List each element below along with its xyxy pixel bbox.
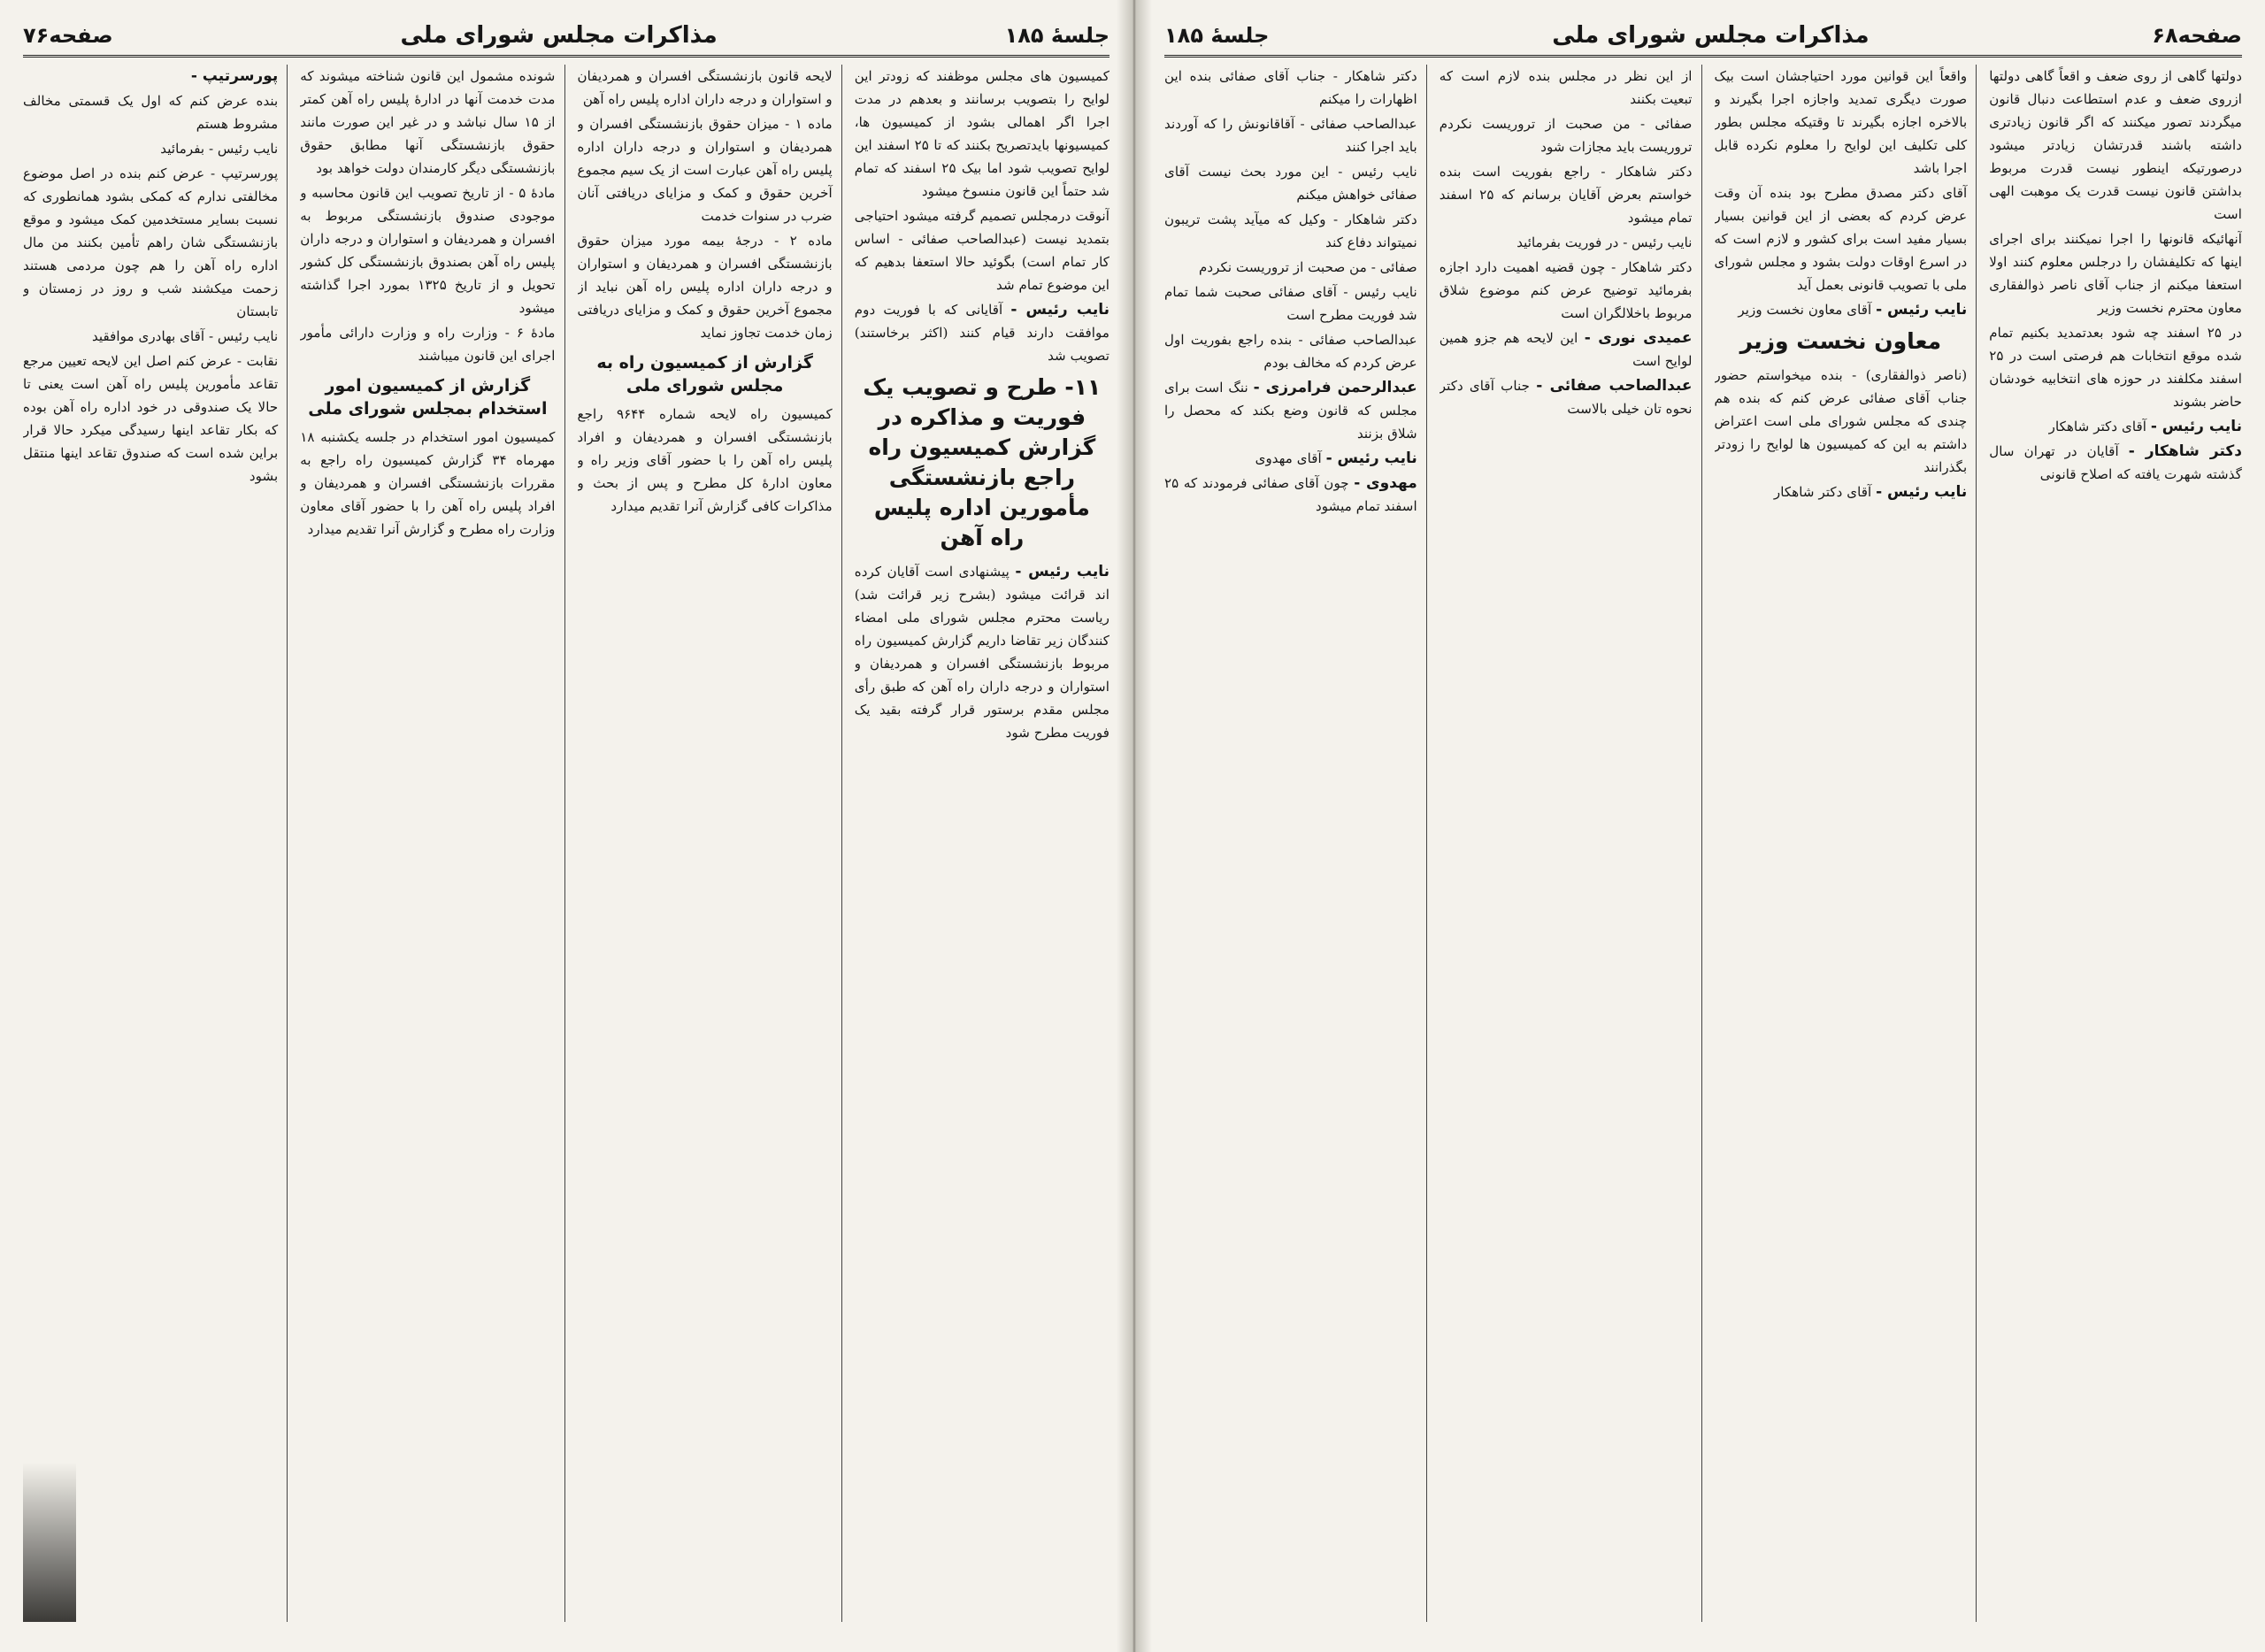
paragraph: پورسرتیپ - عرض کنم بنده در اصل موضوع مخالفتی ندارم که کمکی بشود همانطوری که نسبت بسایر مستخدمین کمک میشود و موقع بازنشستگی شان راهم تأمین بکنند من مال اداره راه آهن را هم چون مردمی هستند زحمت میکشند شب و روز در زمستان و تابستان <box>23 165 279 319</box>
speaker-name: عبدالرحمن فرامرزی - <box>1253 379 1417 396</box>
paragraph: در ۲۵ اسفند چه شود بعدتمدید بکنیم تمام شده موقع انتخابات هم فرصتی است در ۲۵ اسفند مکلفند در حوزه های انتخابیه خودشان حاضر بشوند <box>1989 325 2242 410</box>
paragraph: آنهائیکه قانونها را اجرا نمیکنند برای اجرای اینها که تکلیفشان را درجلس معلوم کنند اولا استعفا میکنم از جناب آقای ناصر ذوالفقاری معاون محترم نخست وزیر <box>1989 231 2242 316</box>
left-page-number: صفحه۷۶ <box>23 23 113 48</box>
paragraph: عبدالصاحب صفائی - بنده راجع بفوریت اول عرض کردم که مخالف بودم <box>1164 332 1417 371</box>
speaker-name: مهدوی - <box>1354 474 1417 492</box>
paragraph: کمیسیون های مجلس موظفند که زودتر این لوایح را بتصویب برسانند و بعدهم در مدت اجرا اگر اهمالی بشود از کمیسیون ها، کمیسیونها بایدتصریح بکنند که تا ۲۵ اسفند این لوایح تصویب شود اما بیک ۲۵ اسفند که تمام شد حتماً این قانون منسوخ میشود <box>854 68 1109 199</box>
left-page-title: مذاکرات مجلس شورای ملی <box>400 22 718 49</box>
speaker-text: ننگ است برای مجلس که قانون وضع بکند که محصل را شلاق بزنند <box>1164 380 1417 442</box>
speaker-text: این لایحه هم جزو همین لوایح است <box>1439 330 1693 369</box>
speaker-text: آقایانی که با فوریت دوم موافقت دارند قیام کنند (اکثر برخاستند) تصویب شد <box>854 302 1109 364</box>
speaker-name: نایب رئیس - <box>2150 418 2242 435</box>
speaker-text: پیشنهادی است آقایان کرده اند قرائت میشود (بشرح زیر قرائت شد) ریاست محترم مجلس شورای ملی امضاء کنندگان زیر تقاضا داریم گزارش کمیسیون راه مربوط بازنشستگی افسران و همردیفان و استواران و درجه داران راه آهن که طبق رأی مجلس مقدم برستور قرار گرفته بقید یک فوریت مطرح شود <box>854 564 1109 741</box>
speaker-name: نایب رئیس - <box>1015 563 1109 580</box>
right-running-head <box>1164 16 2242 58</box>
right-page-number: صفحه۶۸ <box>2152 23 2242 48</box>
paragraph: نایب رئیس - در فوریت بفرمائید <box>1516 234 1693 250</box>
left-running-head <box>23 16 1109 58</box>
paragraph: لایحه قانون بازنشستگی افسران و همردیفان و استواران و درجه داران اداره پلیس راه آهن <box>577 68 833 107</box>
right-column-2 <box>1715 65 1977 1622</box>
paragraph: ماده ۲ - درجهٔ بیمه مورد میزان حقوق بازنشستگی افسران و همردیفان و استواران و درجه داران اداره پلیس راه آهن نباید از مجموع آخرین حقوق و کمک و مزایای دریافتی زمان خدمت تجاوز نماید <box>577 233 833 341</box>
paragraph: دکتر شاهکار - راجع بفوریت است بنده خواستم بعرض آقایان برسانم که ۲۵ اسفند تمام میشود <box>1439 164 1693 226</box>
paragraph: نایب رئیس - بفرمائید <box>160 141 279 157</box>
paragraph: بنده عرض کنم که اول یک قسمتی مخالف مشروط هستم <box>23 93 279 132</box>
paragraph: آقای دکتر مصدق مطرح بود بنده آن وقت عرض کردم که بعضی از این قوانین بسیار بسیار مفید است برای کشور و لازم است که در اسرع اوقات دولت بشود و مجلس شورای ملی با تصویب قانونی بعمل آید <box>1714 185 1968 293</box>
paragraph: کمیسیون امور استخدام در جلسه یکشنبه ۱۸ مهرماه ۳۴ گزارش کمیسیون راه راجع به مقررات بازنشستگی افسران و همردیفان و افراد پلیس راه آهن را با حضور آقای معاون وزارت راه مطرح و گزارش آنرا تقدیم میدارد <box>300 429 556 537</box>
left-column-3 <box>300 65 564 1622</box>
speaker-name: نایب رئیس - <box>1010 301 1109 319</box>
left-column-1 <box>855 65 1109 1622</box>
paragraph: کمیسیون راه لایحه شماره ۹۶۴۴ راجع بازنشستگی افسران و همردیفان و افراد پلیس راه آهن را با حضور آقای وزیر راه و معاون ادارهٔ کل مطرح و پس از بحث و مذاکرات کافی گزارش آنرا تقدیم میدارد <box>577 406 833 514</box>
left-page <box>0 0 1132 1652</box>
paragraph: صفائی - من صحبت از تروریست نکردم <box>1198 259 1417 275</box>
speaker-text: آقای معاون نخست وزیر <box>1738 302 1872 318</box>
paragraph: از این نظر در مجلس بنده لازم است که تبعیت بکنند <box>1439 68 1693 107</box>
speaker-name: نایب رئیس - <box>1876 301 1968 319</box>
paragraph: ماده ۱ - میزان حقوق بازنشستگی افسران و همردیفان و استواران و درجه داران اداره پلیس راه آهن عبارت است از یک سیم مجموع آخرین حقوق و کمک و مزایای دریافتی آنان ضرب در سنوات خدمت <box>577 116 833 224</box>
right-page <box>1141 0 2265 1652</box>
right-column-1 <box>1989 65 2242 1622</box>
speaker-text: آقای دکتر شاهکار <box>1773 484 1872 500</box>
right-session-label: جلسهٔ ۱۸۵ <box>1164 23 1270 48</box>
speaker-text: جناب آقای دکتر نحوه تان خیلی بالاست <box>1439 378 1693 417</box>
speaker-text: چون آقای صفائی فرمودند که ۲۵ اسفند تمام میشود <box>1164 475 1417 514</box>
subheading: گزارش از کمیسیون راه به مجلس شورای ملی <box>596 353 813 396</box>
paragraph: نایب رئیس - این مورد بحث نیست آقای صفائی خواهش میکنم <box>1164 164 1417 203</box>
speaker-text: آقای مهدوی <box>1255 450 1322 466</box>
paragraph: صفائی - من صحبت از تروریست نکردم تروریست باید مجازات شود <box>1439 116 1693 155</box>
left-column-2 <box>578 65 842 1622</box>
paragraph: مادهٔ ۵ - از تاریخ تصویب این قانون محاسبه و موجودی صندوق بازنشستگی مربوط به افسران و همردیفان و استواران و درجه داران پلیس راه آهن بصندوق بازنشستگی کل کشور تحویل و از تاریخ ۱۳۲۵ بمورد اجرا گذاشته میشود <box>300 185 556 316</box>
left-column-4 <box>23 65 288 1622</box>
paragraph: نایب رئیس - آقای بهادری موافقید <box>91 328 279 344</box>
section-heading: معاون نخست وزیر <box>1739 328 1942 354</box>
speaker-name: دکتر شاهکار - <box>2128 442 2242 460</box>
paragraph: آنوقت درمجلس تصمیم گرفته میشود احتیاجی بتمدید نیست (عبدالصاحب صفائی - اساس کار تمام است) بگوئید حالا استعفا بدهیم که این موضوع تمام شد <box>854 208 1109 293</box>
right-column-3 <box>1440 65 1702 1622</box>
speaker-name: عمیدی نوری - <box>1584 329 1693 347</box>
page-corner-shadow <box>23 1463 76 1622</box>
paragraph: نایب رئیس - آقای صفائی صحبت شما تمام شد فوریت مطرح است <box>1164 284 1417 323</box>
paragraph: دکتر شاهکار - وکیل که میآید پشت تریبون نمیتواند دفاع کند <box>1164 211 1417 250</box>
paragraph: نقابت - عرض کنم اصل این لایحه تعیین مرجع تقاعد مأمورین پلیس راه آهن است یعنی تا حالا یک صندوقی در خود اداره راه آهن بوده که بکار تقاعد اینها رسیدگی میکرد حالا قرار براین شده است که صندوق تقاعد اینها منتقل بشود <box>23 353 279 484</box>
speaker-text: آقایان در تهران سال گذشته شهرت یافته که اصلاح قانونی <box>1989 443 2242 482</box>
paragraph: شونده مشمول این قانون شناخته میشوند که مدت خدمت آنها در ادارهٔ پلیس راه آهن کمتر از ۱۵ سال نباشد و در غیر این صورت مانند حقوق بازنشستگی آنها مطابق حقوق بازنشستگی دیگر کارمندان دولت خواهد بود <box>300 68 556 176</box>
paragraph: مادهٔ ۶ - وزارت راه و وزارت دارائی مأمور اجرای این قانون میباشند <box>300 325 556 364</box>
speaker-name: پورسرتیپ - <box>190 67 279 85</box>
speaker-name: عبدالصاحب صفائی - <box>1536 377 1693 395</box>
paragraph: عبدالصاحب صفائی - آقاقانونش را که آوردند باید اجرا کنند <box>1164 116 1417 155</box>
speaker-text: آقای دکتر شاهکار <box>2048 419 2146 434</box>
paragraph: واقعاً این قوانین مورد احتیاجشان است بیک صورت دیگری تمدید واجازه اجرا بگیرند و بالاخره اجازه بگیرند تا وقتیکه مجلس بطور کلی تکلیف این لوایح را معلوم نکرده قابل اجرا باشد <box>1714 68 1968 176</box>
paragraph: دکتر شاهکار - جناب آقای صفائی بنده این اظهارات را میکنم <box>1164 68 1417 107</box>
paragraph: دولتها گاهی از روی ضعف و اقعاً گاهی دولتها ازروی ضعف و عدم استطاعت دنبال قانون میگردند تصور میکنند که اگر قانون زیادتری داشته باشند قدرتشان زیادتر میشود درصورتیکه اینطور نیست قدرت مربوط بداشتن قانون نیست قدرت یک موهبت الهی است <box>1989 68 2242 222</box>
speaker-name: نایب رئیس - <box>1325 449 1417 467</box>
subheading: گزارش از کمیسیون امور استخدام بمجلس شورای ملی <box>308 376 548 419</box>
right-column-4 <box>1164 65 1427 1622</box>
left-session-label: جلسهٔ ۱۸۵ <box>1004 23 1109 48</box>
paragraph: دکتر شاهکار - چون قضیه اهمیت دارد اجازه بفرمائید توضیح عرض کنم موضوع شلاق مربوط باخلالگران است <box>1439 259 1693 321</box>
section-heading: ۱۱- طرح و تصویب یک فوریت و مذاکره در گزارش کمیسیون راه راجع بازنشستگی مأمورین اداره پلیس راه آهن <box>863 374 1102 550</box>
right-page-title: مذاکرات مجلس شورای ملی <box>1552 22 1870 49</box>
paragraph: (ناصر ذوالفقاری) - بنده میخواستم حضور جناب آقای صفائی عرض کنم که بنده هم چندی که مجلس شورای ملی است اعتراض داشتم به این که کمیسیون ها لوایح را زودتر بگذرانند <box>1714 367 1968 475</box>
right-columns <box>1164 65 2242 1622</box>
speaker-name: نایب رئیس - <box>1876 483 1968 501</box>
left-columns <box>23 65 1109 1622</box>
